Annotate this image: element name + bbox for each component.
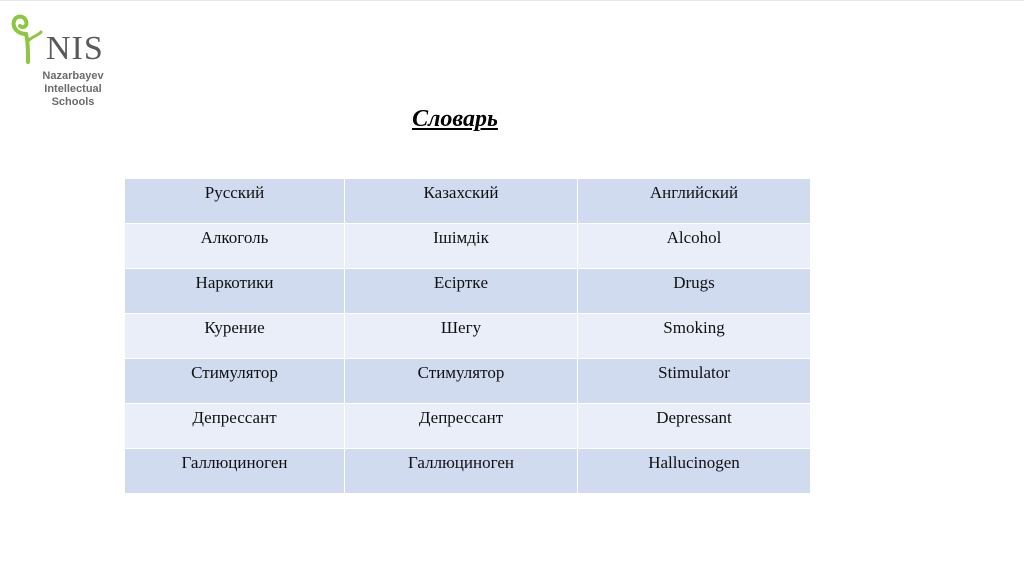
table-cell: Наркотики (125, 269, 345, 314)
table-cell: Smoking (578, 314, 811, 359)
logo-caption-line: Nazarbayev (42, 70, 104, 82)
logo-caption-line: Schools (51, 96, 95, 108)
header-cell-english: Английский (578, 179, 811, 224)
page-title: Словарь (412, 106, 498, 132)
table-cell: Депрессант (125, 404, 345, 449)
header-cell-russian: Русский (125, 179, 345, 224)
logo-caption-line: Intellectual (44, 83, 102, 95)
table-cell: Depressant (578, 404, 811, 449)
table-cell: Шегу (345, 314, 578, 359)
table-row (125, 224, 811, 269)
nis-logo (8, 12, 118, 112)
table-row (125, 269, 811, 314)
table-cell: Депрессант (345, 404, 578, 449)
header-cell-kazakh: Казахский (345, 179, 578, 224)
table-row (125, 359, 811, 404)
table-cell: Стимулятор (345, 359, 578, 404)
table-row (125, 404, 811, 449)
table-cell: Курение (125, 314, 345, 359)
logo-caption (28, 70, 118, 109)
table-cell: Алкоголь (125, 224, 345, 269)
table-header-row (125, 179, 811, 224)
vocabulary-table (124, 178, 811, 494)
sprout-icon (8, 12, 48, 64)
table-row (125, 449, 811, 494)
table-cell: Галлюциноген (345, 449, 578, 494)
table-cell: Есірткe (345, 269, 578, 314)
table-cell: Drugs (578, 269, 811, 314)
table-cell: Alcohol (578, 224, 811, 269)
table-row (125, 314, 811, 359)
logo-wordmark: NIS (46, 30, 104, 67)
table-cell: Hallucinogen (578, 449, 811, 494)
table-cell: Stimulator (578, 359, 811, 404)
table-cell: Стимулятор (125, 359, 345, 404)
table-cell: Галлюциноген (125, 449, 345, 494)
top-divider (0, 0, 1024, 1)
table-cell: Ішімдік (345, 224, 578, 269)
